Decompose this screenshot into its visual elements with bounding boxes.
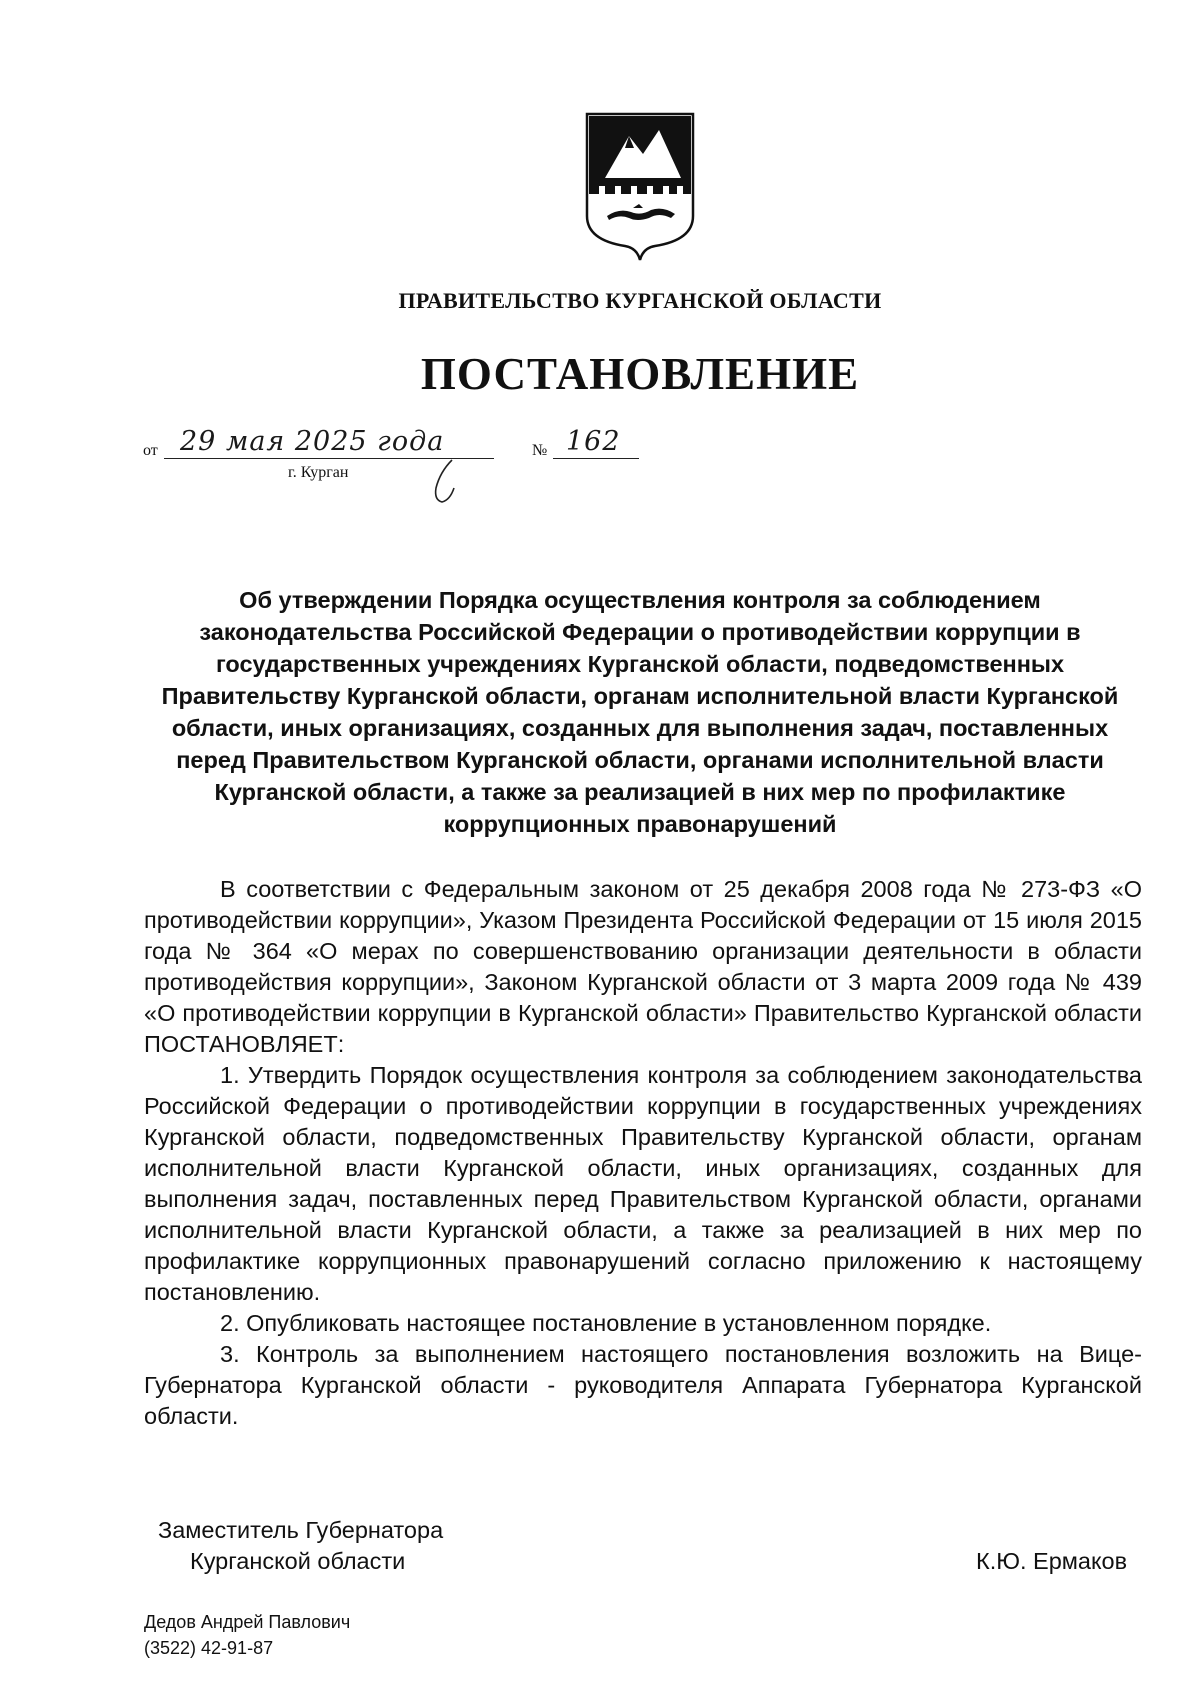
city-label: г. Курган xyxy=(288,464,349,481)
body-paragraph-1: 1. Утвердить Порядок осуществления контроля за соблюдением законодательства Российской Федерации о противодействии коррупции в государственных учреждениях Курганской области, подведомственных Правительству Курганской области, органам исполнительной власти Курганской области, иных организациях, созданных для выполнения задач, поставленных перед Правительством Курганской области, органами исполнительной власти Курганской области, а также за реализацией в них мер по профилактике коррупционных правонарушений согласно приложению к настоящему постановлению. xyxy=(144,1062,1142,1305)
document-type: ПОСТАНОВЛЕНИЕ xyxy=(420,349,860,399)
date-handwritten: 29 мая 2025 года xyxy=(180,426,445,457)
number-handwritten: 162 xyxy=(566,426,621,457)
body-paragraph-3: 3. Контроль за выполнением настоящего постановления возложить на Вице-Губернатора Курганской области - руководителя Аппарата Губернатора Курганской области. xyxy=(144,1341,1142,1429)
signer-region: Курганской области xyxy=(190,1548,406,1574)
signer-title: Заместитель Губернатора xyxy=(158,1517,444,1543)
date-prefix: от xyxy=(143,442,158,459)
contact-phone: (3522) 42-91-87 xyxy=(144,1638,274,1658)
handwriting-stroke xyxy=(430,458,460,504)
document-body xyxy=(144,874,1142,1432)
body-paragraph-preamble: В соответствии с Федеральным законом от 25 декабря 2008 года № 273-ФЗ «О противодействии коррупции», Указом Президента Российской Федерации от 15 июля 2015 года № 364 «О мерах по совершенствованию организации деятельности в области противодействия коррупции», Законом Курганской области от 3 марта 2009 года № 439 «О противодействии коррупции в Курганской области» Правительство Курганской области ПОСТАНОВЛЯЕТ: xyxy=(144,876,1142,1057)
government-name: ПРАВИТЕЛЬСТВО КУРГАНСКОЙ ОБЛАСТИ xyxy=(398,288,882,313)
number-underline xyxy=(553,458,639,459)
contact-name: Дедов Андрей Павлович xyxy=(144,1612,351,1632)
number-prefix: № xyxy=(532,442,548,459)
document-title: Об утверждении Порядка осуществления контроля за соблюдением законодательства Российской Федерации о противодействии коррупции в государственных учреждениях Курганской области, подведомственных Правительству Курганской области, органам исполнительной власти Курганской области, иных организациях, созданных для выполнения задач, поставленных перед Правительством Курганской области, органами исполнительной власти Курганской области, а также за реализацией в них мер по профилактике коррупционных правонарушений xyxy=(161,587,1119,837)
body-paragraph-2: 2. Опубликовать настоящее постановление в установленном порядке. xyxy=(220,1310,992,1336)
signer-name: К.Ю. Ермаков xyxy=(976,1548,1128,1574)
coat-of-arms-icon xyxy=(585,112,695,262)
